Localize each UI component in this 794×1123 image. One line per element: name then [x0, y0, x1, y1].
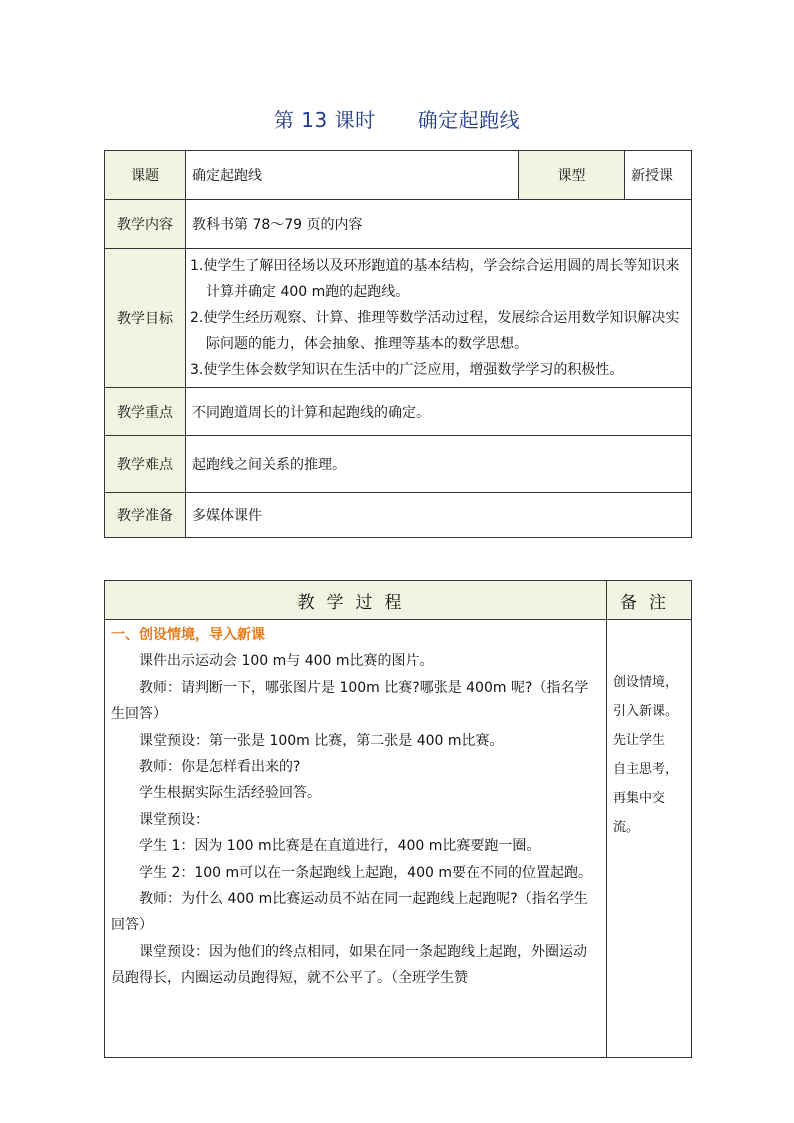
note-line: 创设情境， — [613, 675, 679, 690]
note-line: 流。 — [613, 820, 640, 835]
topic-label: 课题 — [105, 151, 186, 200]
section-title: 一、创设情境，导入新课 — [111, 627, 265, 643]
teaching-process-table — [104, 580, 692, 1058]
note-line: 先让学生 — [613, 733, 666, 748]
process-paragraph: 学生根据实际生活经验回答。 — [139, 785, 321, 802]
process-paragraph: 学生 1：因为 100 m比赛是在直道进行，400 m比赛要跑一圈。 — [139, 838, 541, 855]
key-value: 不同跑道周长的计算和起跑线的确定。 — [186, 388, 692, 436]
page-title — [0, 104, 794, 133]
process-cell — [105, 620, 607, 1058]
type-label: 课型 — [519, 151, 625, 200]
prep-value: 多媒体课件 — [186, 493, 692, 538]
goal-item: 3.使学生体会数学知识在生活中的广泛应用，增强数学学习的积极性。 — [190, 362, 624, 378]
process-paragraph: 课堂预设： — [139, 811, 209, 828]
process-paragraph: 教师：你是怎样看出来的? — [139, 759, 301, 776]
process-paragraph: 课堂预设：因为他们的终点相同，如果在同一条起跑线上起跑，外圈运动员跑得长，内圈运动员跑得短，就不公平了。（全班学生赞 — [111, 943, 587, 987]
goal-item: 2.使学生经历观察、计算、推理等数学活动过程，发展综合运用数学知识解决实际问题的能力，体会抽象、推理等基本的数学思想。 — [190, 310, 680, 352]
notes-header: 备注 — [607, 581, 692, 620]
goal-item: 1.使学生了解田径场以及环形跑道的基本结构，学会综合运用圆的周长等知识来计算并确定 400 m跑的起跑线。 — [190, 258, 680, 300]
lesson-info-table — [104, 150, 692, 538]
difficulty-label: 教学难点 — [105, 436, 186, 493]
notes-cell — [607, 620, 692, 1058]
note-line: 自主思考， — [613, 762, 679, 777]
difficulty-value: 起跑线之间关系的推理。 — [186, 436, 692, 493]
process-paragraph: 教师：为什么 400 m比赛运动员不站在同一起跑线上起跑呢?（指名学生回答） — [111, 891, 588, 934]
process-paragraph: 学生 2：100 m可以在一条起跑线上起跑，400 m要在不同的位置起跑。 — [139, 864, 592, 881]
content-label: 教学内容 — [105, 200, 186, 249]
note-line: 引入新课。 — [613, 704, 679, 719]
process-header: 教学过程 — [105, 581, 607, 620]
topic-value: 确定起跑线 — [186, 151, 519, 200]
prep-label: 教学准备 — [105, 493, 186, 538]
lesson-number: 第 13 课时 — [273, 108, 376, 132]
process-paragraph: 教师：请判断一下，哪张图片是 100m 比赛?哪张是 400m 呢?（指名学生回答） — [111, 679, 589, 723]
goals-cell — [186, 249, 692, 388]
lesson-topic: 确定起跑线 — [417, 108, 521, 132]
process-paragraph: 课堂预设：第一张是 100m 比赛，第二张是 400 m比赛。 — [139, 732, 504, 749]
goals-label: 教学目标 — [105, 249, 186, 388]
key-label: 教学重点 — [105, 388, 186, 436]
process-paragraph: 课件出示运动会 100 m与 400 m比赛的图片。 — [139, 653, 434, 670]
content-value: 教科书第 78～79 页的内容 — [186, 200, 692, 249]
note-line: 再集中交 — [613, 791, 666, 806]
type-value: 新授课 — [625, 151, 692, 200]
